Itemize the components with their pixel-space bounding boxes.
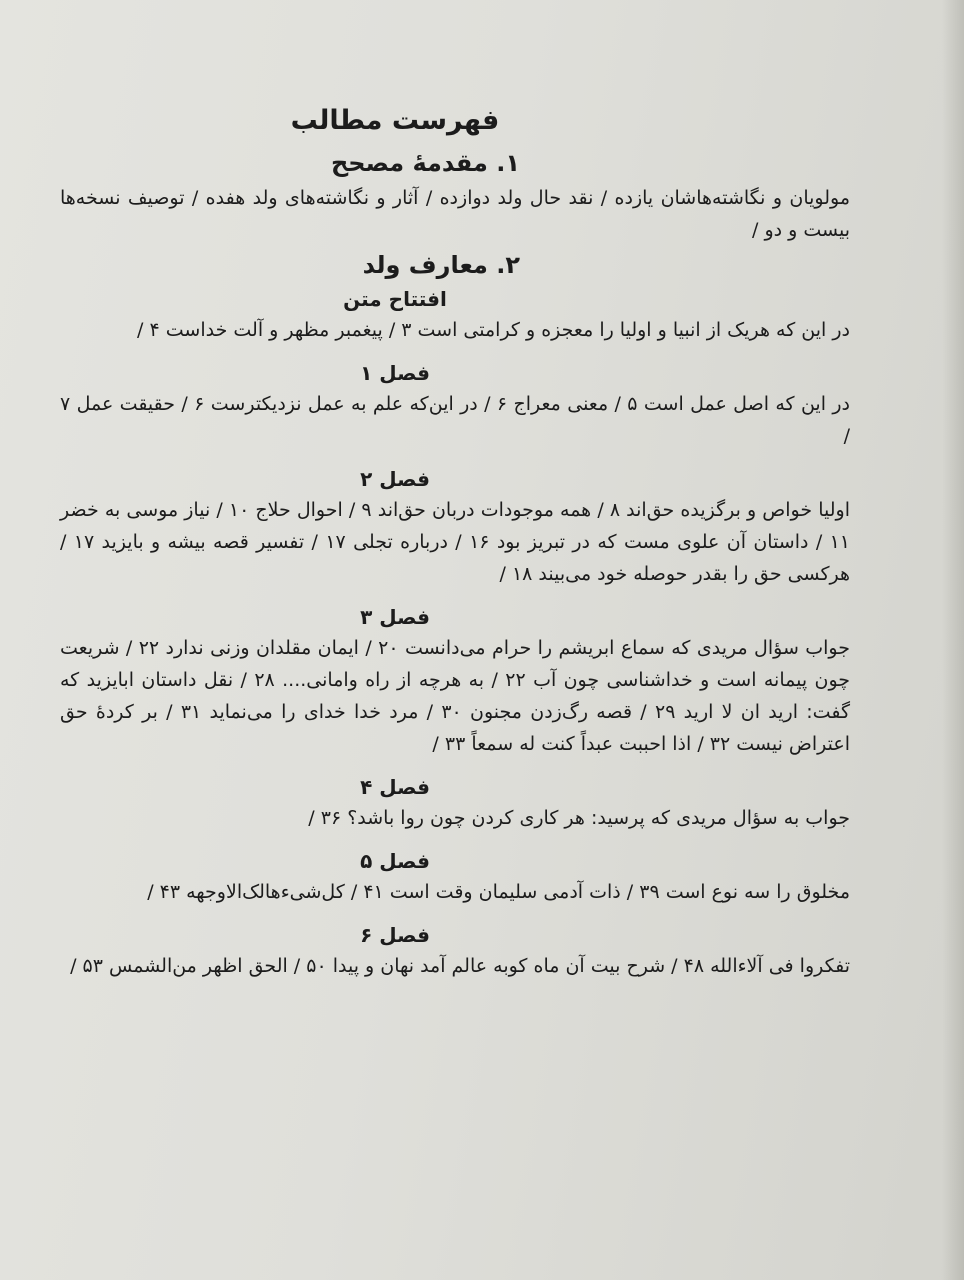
intro-heading: ۱. مقدمهٔ مصحح	[331, 149, 520, 177]
intro-entries: مولویان و نگاشته‌هاشان یازده / نقد حال ولد دوازده / آثار و نگاشته‌های ولد هفده / توصیف نسخه‌ها بیست و دو /	[60, 187, 850, 241]
maarif-heading: ۲. معارف ولد	[362, 251, 520, 279]
section-4	[60, 772, 850, 834]
section-entries: در این که اصل عمل است ۵ / معنی معراج ۶ / در این‌که علم به عمل نزدیکترست ۶ / حقیقت عمل ۷ /	[60, 393, 850, 447]
section-heading: فصل ۴	[360, 775, 430, 799]
section-2	[60, 464, 850, 590]
page-title: فهرست مطالب	[290, 105, 500, 136]
section-heading: فصل ۵	[360, 849, 430, 873]
section-opening	[60, 284, 850, 346]
section-entries: مخلوق را سه نوع است ۳۹ / ذات آدمی سلیمان وقت است ۴۱ / کل‌شیءهالک‌الاوجهه ۴۳ /	[147, 881, 850, 903]
section-3	[60, 602, 850, 760]
section-heading: فصل ۶	[360, 923, 430, 947]
section-heading: افتتاح متن	[343, 287, 447, 311]
section-5	[60, 846, 850, 908]
section-6	[60, 920, 850, 982]
section-heading: فصل ۳	[360, 605, 430, 629]
section-entries: اولیا خواص و برگزیده حق‌اند ۸ / همه موجودات دربان حق‌اند ۹ / احوال حلاج ۱۰ / نیاز موسی به خضر ۱۱ / داستان آن علوی مست که در تبریز بود ۱۶ / درباره تجلی ۱۷ / تفسیر قصه بیشه و بایزید ۱۷ / هرکسی حق را بقدر حوصله خود می‌بیند ۱۸ /	[60, 499, 850, 585]
table-of-contents	[60, 105, 850, 982]
section-1	[60, 358, 850, 452]
page-edge-shadow	[942, 0, 964, 1280]
section-entries: جواب به سؤال مریدی که پرسید: هر کاری کردن چون روا باشد؟ ۳۶ /	[308, 807, 850, 829]
section-entries: در این که هریک از انبیا و اولیا را معجزه و کرامتی است ۳ / پیغمبر مظهر و آلت خداست ۴ /	[137, 319, 850, 341]
section-entries: تفکروا فی آلاءالله ۴۸ / شرح بیت آن ماه کوبه عالم آمد نهان و پیدا ۵۰ / الحق اظهر من‌الشمس ۵۳ /	[70, 955, 850, 977]
section-entries: جواب سؤال مریدی که سماع ابریشم را حرام می‌دانست ۲۰ / ایمان مقلدان وزنی ندارد ۲۲ / شریعت چون پیمانه است و خداشناسی چون آب ۲۲ / به هرچه از راه وامانی.... ۲۸ / نقل داستان ابایزید که گفت: ارید ان لا ارید ۲۹ / قصه رگ‌زدن مجنون ۳۰ / مرد خدا خدای را می‌نماید ۳۱ / بر کردهٔ حق اعتراض نیست ۳۲ / اذا احببت عبداً کنت له سمعاً ۳۳ /	[60, 637, 851, 755]
section-heading: فصل ۱	[360, 361, 430, 385]
section-heading: فصل ۲	[360, 467, 430, 491]
